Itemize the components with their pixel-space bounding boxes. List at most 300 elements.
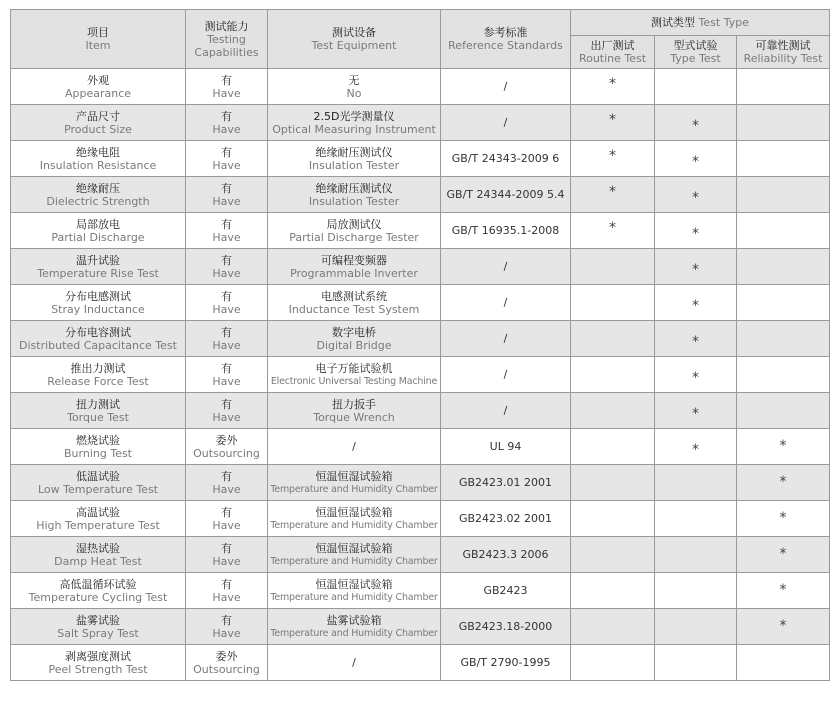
header-standard-zh: 参考标准 xyxy=(483,26,528,39)
equipment-cell xyxy=(268,105,441,141)
header-test-type xyxy=(571,10,830,36)
routine-cell xyxy=(571,249,655,285)
routine-cell xyxy=(571,105,655,141)
equipment-en: Temperature and Humidity Chamber xyxy=(270,627,438,639)
table-body xyxy=(11,69,830,681)
type-test-cell xyxy=(655,285,737,321)
table-row xyxy=(11,609,830,645)
standard-cell xyxy=(441,141,571,177)
routine-cell xyxy=(571,321,655,357)
capability-en: Outsourcing xyxy=(193,662,260,676)
item-name-zh: 剥离强度测试 xyxy=(65,649,131,663)
standard-cell xyxy=(441,645,571,681)
equipment-en: Insulation Tester xyxy=(308,194,400,208)
type-test-mark: * xyxy=(692,406,699,422)
type-test-mark: * xyxy=(692,190,699,206)
equipment-cell xyxy=(268,501,441,537)
equipment-zh: 恒温恒湿试验箱 xyxy=(315,505,393,519)
equipment-en: Temperature and Humidity Chamber xyxy=(270,591,438,603)
table-row xyxy=(11,465,830,501)
standard-cell xyxy=(441,105,571,141)
routine-mark: * xyxy=(609,220,616,236)
capability-en: Have xyxy=(212,230,241,244)
equipment-cell xyxy=(268,465,441,501)
item-name-zh: 外观 xyxy=(87,73,109,87)
reliability-cell xyxy=(737,429,830,465)
standard-text: / xyxy=(503,80,508,93)
capability-zh: 有 xyxy=(221,397,232,411)
equipment-none: / xyxy=(352,440,356,453)
equipment-en: Temperature and Humidity Chamber xyxy=(270,483,438,495)
routine-cell xyxy=(571,285,655,321)
reliability-cell xyxy=(737,465,830,501)
item-name-en: Temperature Rise Test xyxy=(37,266,159,280)
table-row xyxy=(11,357,830,393)
equipment-zh: 可编程变频器 xyxy=(321,253,387,267)
capability-cell xyxy=(186,213,268,249)
equipment-cell xyxy=(268,537,441,573)
standard-text: UL 94 xyxy=(489,440,522,453)
item-cell xyxy=(11,285,186,321)
capability-cell xyxy=(186,645,268,681)
standard-cell xyxy=(441,357,571,393)
capability-cell xyxy=(186,69,268,105)
type-test-cell xyxy=(655,609,737,645)
capability-en: Have xyxy=(212,410,241,424)
capability-cell xyxy=(186,249,268,285)
item-cell xyxy=(11,429,186,465)
table-row xyxy=(11,573,830,609)
capability-cell xyxy=(186,141,268,177)
standard-cell xyxy=(441,609,571,645)
capability-zh: 有 xyxy=(221,73,232,87)
standard-text: / xyxy=(503,260,508,273)
reliability-mark: * xyxy=(779,618,787,634)
table-row xyxy=(11,429,830,465)
item-name-zh: 分布电感测试 xyxy=(65,289,131,303)
type-test-mark: * xyxy=(692,118,699,134)
type-test-cell xyxy=(655,69,737,105)
table-header xyxy=(11,10,830,69)
table-row xyxy=(11,537,830,573)
standard-text: / xyxy=(503,332,508,345)
capability-en: Have xyxy=(212,590,241,604)
table-row xyxy=(11,393,830,429)
type-test-cell xyxy=(655,573,737,609)
capability-zh: 有 xyxy=(221,541,232,555)
equipment-zh: 电子万能试验机 xyxy=(315,361,393,375)
header-capability-zh: 测试能力 xyxy=(204,19,249,33)
item-name-en: Salt Spray Test xyxy=(57,626,139,640)
equipment-cell xyxy=(268,429,441,465)
header-type-en: Type Test xyxy=(670,52,721,65)
reliability-cell xyxy=(737,357,830,393)
capability-en: Have xyxy=(212,122,241,136)
standard-text: GB/T 2790-1995 xyxy=(460,656,551,669)
standard-text: GB2423.3 2006 xyxy=(462,548,549,561)
standard-cell xyxy=(441,249,571,285)
type-test-mark: * xyxy=(692,370,699,386)
capability-cell xyxy=(186,465,268,501)
item-cell xyxy=(11,321,186,357)
header-equipment xyxy=(268,10,441,69)
item-name-en: Low Temperature Test xyxy=(38,482,158,496)
standard-text: GB2423.01 2001 xyxy=(458,476,553,489)
capability-zh: 有 xyxy=(221,181,232,195)
equipment-cell xyxy=(268,285,441,321)
capability-cell xyxy=(186,429,268,465)
reliability-mark: * xyxy=(779,438,787,454)
test-capability-table xyxy=(10,9,830,681)
capability-en: Have xyxy=(212,266,241,280)
item-name-zh: 绝缘耐压 xyxy=(76,181,120,195)
header-test-type-en: Test Type xyxy=(698,16,749,29)
type-test-cell xyxy=(655,213,737,249)
type-test-cell xyxy=(655,141,737,177)
standard-text: GB2423.18-2000 xyxy=(458,620,553,633)
header-reliability-zh: 可靠性测试 xyxy=(755,39,811,52)
item-name-en: Release Force Test xyxy=(47,374,149,388)
item-name-en: Stray Inductance xyxy=(51,302,145,316)
routine-cell xyxy=(571,213,655,249)
equipment-cell xyxy=(268,249,441,285)
item-cell xyxy=(11,249,186,285)
capability-zh: 有 xyxy=(221,109,232,123)
routine-cell xyxy=(571,573,655,609)
type-test-mark: * xyxy=(692,442,699,458)
capability-en: Have xyxy=(212,338,241,352)
capability-zh: 有 xyxy=(221,577,232,591)
reliability-cell xyxy=(737,609,830,645)
reliability-cell xyxy=(737,285,830,321)
standard-text: / xyxy=(503,368,508,381)
equipment-en: Electronic Universal Testing Machine xyxy=(270,375,438,387)
item-cell xyxy=(11,105,186,141)
equipment-en: Programmable Inverter xyxy=(290,266,418,280)
header-item-en: Item xyxy=(85,39,111,52)
table-row xyxy=(11,69,830,105)
item-cell xyxy=(11,69,186,105)
header-type-zh: 型式试验 xyxy=(673,39,718,52)
equipment-cell xyxy=(268,393,441,429)
capability-en: Have xyxy=(212,194,241,208)
item-cell xyxy=(11,501,186,537)
item-cell xyxy=(11,213,186,249)
type-test-cell xyxy=(655,429,737,465)
capability-en: Have xyxy=(212,518,241,532)
item-name-zh: 高温试验 xyxy=(76,505,120,519)
type-test-cell xyxy=(655,465,737,501)
capability-cell xyxy=(186,573,268,609)
item-name-zh: 产品尺寸 xyxy=(76,109,120,123)
reliability-cell xyxy=(737,501,830,537)
type-test-mark: * xyxy=(692,154,699,170)
equipment-zh: 2.5D光学测量仪 xyxy=(313,109,395,123)
equipment-cell xyxy=(268,141,441,177)
capability-en: Have xyxy=(212,86,241,100)
standard-cell xyxy=(441,69,571,105)
table-row xyxy=(11,501,830,537)
reliability-cell xyxy=(737,321,830,357)
table-row xyxy=(11,321,830,357)
type-test-cell xyxy=(655,501,737,537)
reliability-cell xyxy=(737,69,830,105)
routine-cell xyxy=(571,501,655,537)
equipment-cell xyxy=(268,69,441,105)
equipment-zh: 恒温恒湿试验箱 xyxy=(315,577,393,591)
item-cell xyxy=(11,573,186,609)
item-name-zh: 局部放电 xyxy=(76,217,120,231)
capability-zh: 委外 xyxy=(215,433,238,447)
table-row xyxy=(11,141,830,177)
item-name-en: Insulation Resistance xyxy=(39,158,157,172)
type-test-cell xyxy=(655,105,737,141)
item-name-zh: 燃烧试验 xyxy=(76,433,120,447)
item-name-zh: 推出力测试 xyxy=(70,361,126,375)
header-item-zh: 项目 xyxy=(87,26,109,39)
reliability-cell xyxy=(737,213,830,249)
item-cell xyxy=(11,537,186,573)
equipment-zh: 无 xyxy=(348,73,360,87)
equipment-en: Insulation Tester xyxy=(308,158,400,172)
equipment-en: Digital Bridge xyxy=(316,338,392,352)
equipment-cell xyxy=(268,609,441,645)
capability-en: Have xyxy=(212,158,241,172)
reliability-cell xyxy=(737,537,830,573)
equipment-en: Inductance Test System xyxy=(288,302,420,316)
header-routine-zh: 出厂测试 xyxy=(590,39,635,52)
header-standard xyxy=(441,10,571,69)
standard-text: GB2423 xyxy=(483,584,528,597)
header-routine-en: Routine Test xyxy=(578,52,647,65)
equipment-zh: 恒温恒湿试验箱 xyxy=(315,541,393,555)
reliability-cell xyxy=(737,645,830,681)
equipment-zh: 恒温恒湿试验箱 xyxy=(315,469,393,483)
item-name-en: Torque Test xyxy=(67,410,129,424)
header-equipment-zh: 测试设备 xyxy=(332,26,376,39)
standard-text: / xyxy=(503,116,508,129)
capability-zh: 有 xyxy=(221,613,232,627)
item-name-zh: 扭力测试 xyxy=(76,397,120,411)
capability-zh: 有 xyxy=(221,505,232,519)
routine-cell xyxy=(571,141,655,177)
routine-cell xyxy=(571,69,655,105)
table-row xyxy=(11,285,830,321)
type-test-mark: * xyxy=(692,226,699,242)
capability-cell xyxy=(186,177,268,213)
table-row xyxy=(11,105,830,141)
table-row xyxy=(11,645,830,681)
type-test-mark: * xyxy=(692,334,699,350)
routine-cell xyxy=(571,609,655,645)
standard-cell xyxy=(441,537,571,573)
equipment-en: Temperature and Humidity Chamber xyxy=(270,555,438,567)
type-test-cell xyxy=(655,321,737,357)
capability-cell xyxy=(186,393,268,429)
header-standard-en: Reference Standards xyxy=(448,39,563,52)
capability-en: Have xyxy=(212,302,241,316)
item-cell xyxy=(11,645,186,681)
capability-zh: 有 xyxy=(221,469,232,483)
type-test-cell xyxy=(655,537,737,573)
capability-zh: 有 xyxy=(221,361,232,375)
reliability-mark: * xyxy=(779,582,787,598)
item-cell xyxy=(11,393,186,429)
standard-text: GB/T 24344-2009 5.4 xyxy=(446,188,565,201)
standard-cell xyxy=(441,213,571,249)
header-test-type-zh: 测试类型 xyxy=(651,16,696,29)
standard-text: GB2423.02 2001 xyxy=(458,512,553,525)
standard-cell xyxy=(441,429,571,465)
reliability-cell xyxy=(737,177,830,213)
item-name-zh: 盐雾试验 xyxy=(76,613,120,627)
equipment-zh: 电感测试系统 xyxy=(321,289,387,303)
capability-zh: 委外 xyxy=(215,649,238,663)
equipment-cell xyxy=(268,357,441,393)
header-capability-en1: Testing xyxy=(207,32,246,46)
item-name-en: Peel Strength Test xyxy=(48,662,148,676)
equipment-en: Partial Discharge Tester xyxy=(289,230,419,244)
standard-cell xyxy=(441,465,571,501)
equipment-none: / xyxy=(352,656,356,669)
capability-cell xyxy=(186,609,268,645)
standard-cell xyxy=(441,573,571,609)
routine-mark: * xyxy=(609,76,616,92)
item-name-zh: 温升试验 xyxy=(76,253,120,267)
routine-cell xyxy=(571,393,655,429)
equipment-en: Temperature and Humidity Chamber xyxy=(270,519,438,531)
standard-cell xyxy=(441,321,571,357)
capability-zh: 有 xyxy=(221,217,232,231)
item-name-en: High Temperature Test xyxy=(36,518,160,532)
capability-en: Outsourcing xyxy=(193,446,260,460)
capability-en: Have xyxy=(212,554,241,568)
type-test-mark: * xyxy=(692,262,699,278)
standard-text: / xyxy=(503,404,508,417)
header-equipment-en: Test Equipment xyxy=(311,39,397,52)
equipment-cell xyxy=(268,177,441,213)
equipment-en: Torque Wrench xyxy=(313,410,395,424)
capability-zh: 有 xyxy=(221,253,232,267)
standard-cell xyxy=(441,501,571,537)
item-name-en: Burning Test xyxy=(64,446,132,460)
item-cell xyxy=(11,141,186,177)
routine-cell xyxy=(571,465,655,501)
type-test-cell xyxy=(655,177,737,213)
type-test-cell xyxy=(655,645,737,681)
item-name-zh: 高低温循环试验 xyxy=(59,577,137,591)
equipment-zh: 盐雾试验箱 xyxy=(326,613,382,627)
equipment-en: No xyxy=(346,86,362,100)
type-test-cell xyxy=(655,249,737,285)
type-test-mark: * xyxy=(692,298,699,314)
reliability-mark: * xyxy=(779,474,787,490)
header-capability xyxy=(186,10,268,69)
routine-cell xyxy=(571,357,655,393)
item-cell xyxy=(11,465,186,501)
capability-cell xyxy=(186,321,268,357)
capability-cell xyxy=(186,501,268,537)
item-name-en: Appearance xyxy=(64,86,132,100)
header-reliability-en: Reliability Test xyxy=(743,52,823,65)
header-routine xyxy=(571,36,655,69)
routine-cell xyxy=(571,645,655,681)
item-cell xyxy=(11,609,186,645)
table-row xyxy=(11,177,830,213)
reliability-mark: * xyxy=(779,510,787,526)
reliability-cell xyxy=(737,393,830,429)
item-cell xyxy=(11,357,186,393)
item-name-zh: 分布电容测试 xyxy=(65,325,131,339)
standard-cell xyxy=(441,393,571,429)
capability-cell xyxy=(186,105,268,141)
routine-cell xyxy=(571,429,655,465)
item-name-zh: 湿热试验 xyxy=(76,541,120,555)
reliability-mark: * xyxy=(779,546,787,562)
standard-text: GB/T 16935.1-2008 xyxy=(451,224,560,237)
capability-zh: 有 xyxy=(221,325,232,339)
capability-en: Have xyxy=(212,626,241,640)
routine-cell xyxy=(571,537,655,573)
standard-text: GB/T 24343-2009 6 xyxy=(451,152,560,165)
routine-mark: * xyxy=(609,112,616,128)
standard-cell xyxy=(441,177,571,213)
equipment-zh: 扭力扳手 xyxy=(332,397,376,411)
capability-cell xyxy=(186,285,268,321)
item-name-en: Product Size xyxy=(64,122,132,136)
item-name-en: Dielectric Strength xyxy=(46,194,150,208)
equipment-cell xyxy=(268,321,441,357)
reliability-cell xyxy=(737,141,830,177)
capability-en: Have xyxy=(212,482,241,496)
standard-cell xyxy=(441,285,571,321)
capability-en: Have xyxy=(212,374,241,388)
reliability-cell xyxy=(737,573,830,609)
routine-mark: * xyxy=(609,184,616,200)
table-row xyxy=(11,249,830,285)
item-name-zh: 低温试验 xyxy=(76,469,120,483)
item-name-en: Partial Discharge xyxy=(51,230,145,244)
standard-text: / xyxy=(503,296,508,309)
header-reliability xyxy=(737,36,830,69)
item-name-zh: 绝缘电阻 xyxy=(76,145,120,159)
item-name-en: Distributed Capacitance Test xyxy=(19,338,177,352)
routine-cell xyxy=(571,177,655,213)
equipment-zh: 绝缘耐压测试仪 xyxy=(315,181,393,195)
type-test-cell xyxy=(655,393,737,429)
equipment-en: Optical Measuring Instrument xyxy=(272,122,436,136)
routine-mark: * xyxy=(609,148,616,164)
equipment-zh: 绝缘耐压测试仪 xyxy=(315,145,393,159)
capability-zh: 有 xyxy=(221,145,232,159)
type-test-cell xyxy=(655,357,737,393)
equipment-zh: 局放测试仪 xyxy=(326,217,382,231)
equipment-zh: 数字电桥 xyxy=(332,325,376,339)
reliability-cell xyxy=(737,249,830,285)
reliability-cell xyxy=(737,105,830,141)
equipment-cell xyxy=(268,213,441,249)
capability-cell xyxy=(186,537,268,573)
equipment-cell xyxy=(268,573,441,609)
item-cell xyxy=(11,177,186,213)
header-capability-en2: Capabilities xyxy=(194,45,259,59)
item-name-en: Temperature Cycling Test xyxy=(28,590,168,604)
capability-zh: 有 xyxy=(221,289,232,303)
table-row xyxy=(11,213,830,249)
header-type xyxy=(655,36,737,69)
capability-cell xyxy=(186,357,268,393)
item-name-en: Damp Heat Test xyxy=(54,554,142,568)
